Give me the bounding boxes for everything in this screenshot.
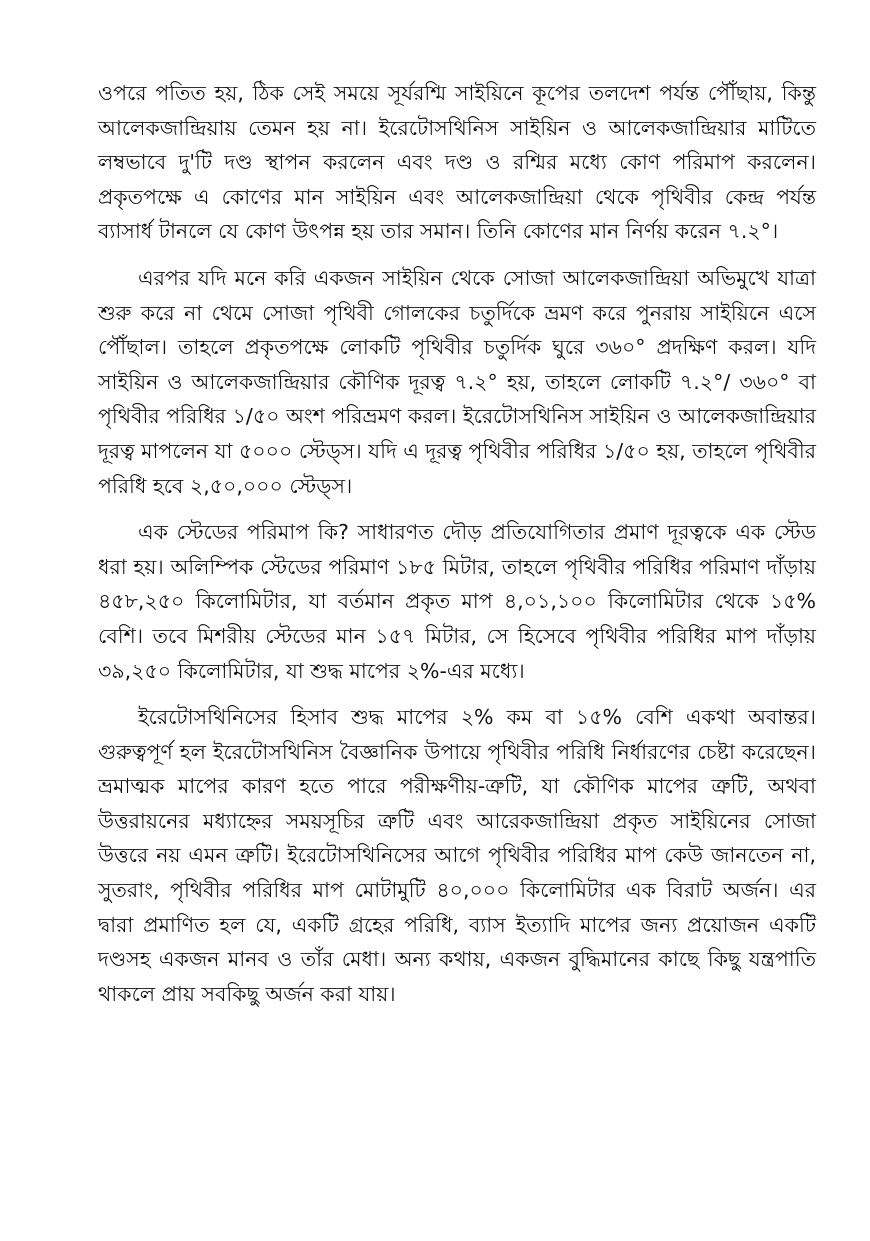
paragraph-continuation: ওপরে পতিত হয়, ঠিক সেই সময়ে সূর্যরশ্মি সাইয়িনে কূপের তলদেশ পর্যন্ত পৌঁছায়, কিন্তু আলেকজান্দ্রিয়ায় তেমন হয় না। ইরেটোসথিনিস সাইয়িন ও আলেকজান্দ্রিয়ার মাটিতে লম্বভাবে দু'টি দণ্ড স্থাপন করলেন এবং দণ্ড ও রশ্মির মধ্যে কোণ পরিমাপ করলেন। প্রকৃতপক্ষে এ কোণের মান সাইয়িন এবং আলেকজান্দ্রিয়া থেকে পৃথিবীর কেন্দ্র পর্যন্ত ব্যাসার্ধ টানলে যে কোণ উৎপন্ন হয় তার সমান। তিনি কোণের মান নির্ণয় করেন ৭.২°। [98, 81, 816, 244]
paragraph-circumnavigation: এরপর যদি মনে করি একজন সাইয়িন থেকে সোজা আলেকজান্দ্রিয়া অভিমুখে যাত্রা শুরু করে না থেমে সোজা পৃথিবী গোলকের চতুর্দিকে ভ্রমণ করে পুনরায় সাইয়িনে এসে পৌঁছাল। তাহলে প্রকৃতপক্ষে লোকটি পৃথিবীর চতুর্দিক ঘুরে ৩৬০° প্রদক্ষিণ করল। যদি সাইয়িন ও আলেকজান্দ্রিয়ার কৌণিক দূরত্ব ৭.২° হয়, তাহলে লোকটি ৭.২°/ ৩৬০° বা পৃথিবীর পরিধির ১/৫০ অংশ পরিভ্রমণ করল। ইরেটোসথিনিস সাইয়িন ও আলেকজান্দ্রিয়ার দূরত্ব মাপলেন যা ৫০০০ স্টেড্স। যদি এ দূরত্ব পৃথিবীর পরিধির ১/৫০ হয়, তাহলে পৃথিবীর পরিধি হবে ২,৫০,০০০ স্টেড্স। [98, 265, 816, 498]
paragraph-stade-measure: এক স্টেডের পরিমাপ কি? সাধারণত দৌড় প্রতিযোগিতার প্রমাণ দূরত্বকে এক স্টেড ধরা হয়। অলিম্পিক স্টেডের পরিমাণ ১৮৫ মিটার, তাহলে পৃথিবীর পরিধির পরিমাণ দাঁড়ায় ৪৫৮,২৫০ কিলোমিটার, যা বর্তমান প্রকৃত মাপ ৪,০১,১০০ কিলোমিটার থেকে ১৫% বেশি। তবে মিশরীয় স্টেডের মান ১৫৭ মিটার, সে হিসেবে পৃথিবীর পরিধির মাপ দাঁড়ায় ৩৯,২৫০ কিলোমিটার, যা শুদ্ধ মাপের ২%-এর মধ্যে। [98, 520, 816, 683]
paragraph-conclusion: ইরেটোসথিনিসের হিসাব শুদ্ধ মাপের ২% কম বা ১৫% বেশি একথা অবান্তর। গুরুত্বপূর্ণ হল ইরেটোসথিনিস বৈজ্ঞানিক উপায়ে পৃথিবীর পরিধি নির্ধারণের চেষ্টা করেছেন। ভ্রমাত্মক মাপের কারণ হতে পারে পরীক্ষণীয়-ত্রুটি, যা কৌণিক মাপের ত্রুটি, অথবা উত্তরায়নের মধ্যাহ্নের সময়সূচির ত্রুটি এবং আরেকজান্দ্রিয়া প্রকৃত সাইয়িনের সোজা উত্তরে নয় এমন ত্রুটি। ইরেটোসথিনিসের আগে পৃথিবীর পরিধির মাপ কেউ জানতেন না, সুতরাং, পৃথিবীর পরিধির মাপ মোটামুটি ৪০,০০০ কিলোমিটার এক বিরাট অর্জন। এর দ্বারা প্রমাণিত হল যে, একটি গ্রহের পরিধি, ব্যাস ইত্যাদি মাপের জন্য প্রয়োজন একটি দণ্ডসহ একজন মানব ও তাঁর মেধা। অন্য কথায়, একজন বুদ্ধিমানের কাছে কিছু যন্ত্রপাতি থাকলে প্রায় সবকিছু অর্জন করা যায়। [98, 705, 816, 1006]
page-text-body [98, 76, 816, 1011]
